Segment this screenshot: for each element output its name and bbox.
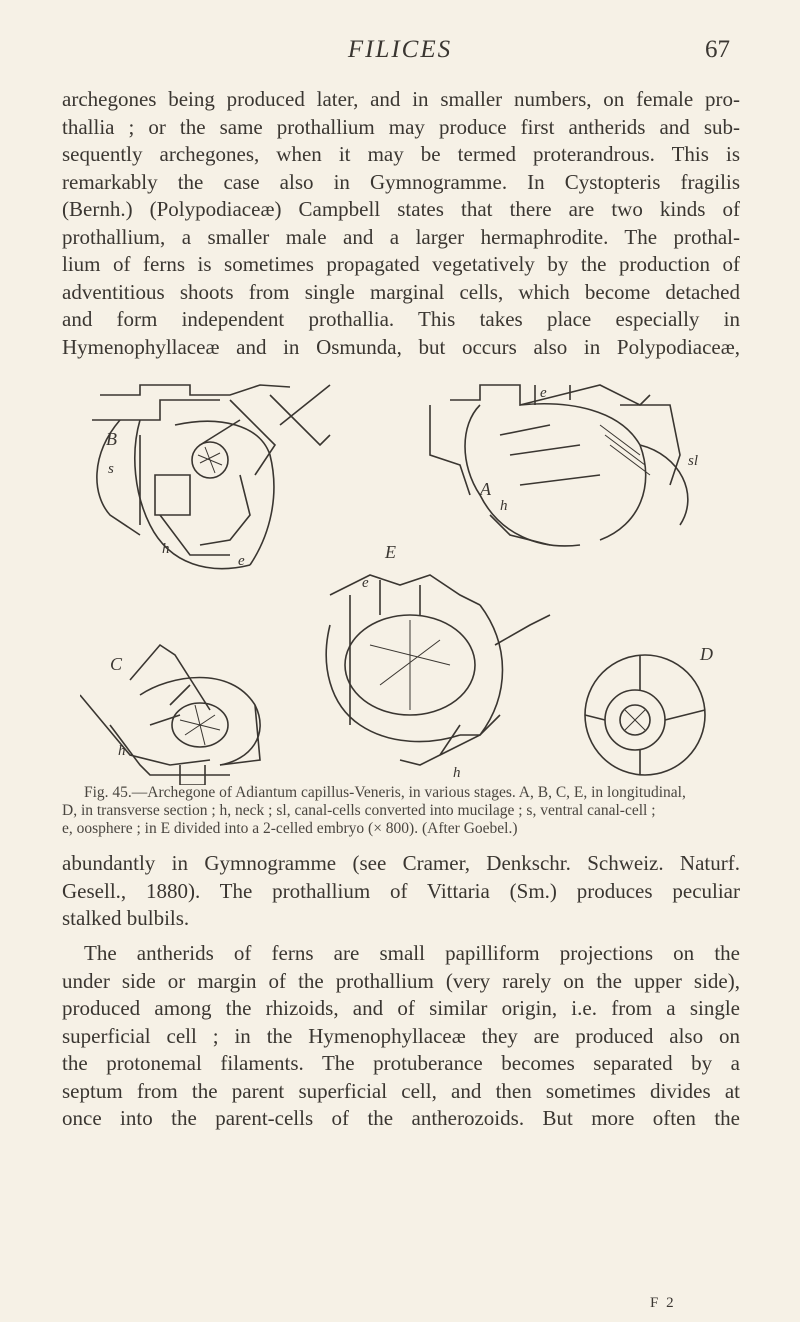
text-line: adventitious shoots from single marginal cells, which become detached (62, 279, 740, 304)
text-line: Gesell., 1880). The prothallium of Vittaria (Sm.) produces peculiar (62, 878, 740, 903)
archegone-illustration (80, 365, 730, 785)
text-line: sequently archegones, when it may be termed proterandrous. This is (62, 142, 740, 166)
caption-line: e, oosphere ; in E divided into a 2-celled embryo (× 800). (After Goebel.) (62, 820, 518, 837)
label-h-a: h (500, 498, 508, 514)
running-head (0, 36, 800, 70)
archegone-figure (80, 365, 730, 785)
text-line: thallia ; or the same prothallium may produce first antherids and sub- (62, 114, 740, 139)
text-line: and form independent prothallia. This takes place especially in (62, 307, 740, 331)
panel-a-drawing (430, 385, 688, 546)
label-sl: sl (688, 453, 699, 469)
text-line: abundantly in Gymnogramme (see Cramer, Denkschr. Schweiz. Naturf. (62, 851, 740, 875)
panel-b-drawing (92, 385, 330, 569)
caption-line: Fig. 45.—Archegone of Adiantum capillus-Veneris, in various stages. A, B, C, E, in longitudinal, (84, 784, 686, 801)
label-c: C (110, 654, 123, 674)
panel-c-drawing (80, 645, 260, 785)
text-line: superficial cell ; in the Hymenophyllaceæ they are produced also on (62, 1023, 740, 1048)
label-s: s (108, 461, 114, 477)
label-a: A (480, 479, 491, 499)
text-line: archegones being produced later, and in smaller numbers, on female pro- (62, 87, 740, 111)
text-line: remarkably the case also in Gymnogramme. In Cystopteris fragilis (62, 169, 740, 194)
text-line: stalked bulbils. (62, 906, 190, 930)
text-line: produced among the rhizoids, and of similar origin, i.e. from a single (62, 996, 740, 1020)
signature-mark: F 2 (650, 1295, 676, 1311)
text-line: septum from the parent superficial cell, and then sometimes divides at (62, 1078, 740, 1103)
label-h-b: h (162, 541, 170, 557)
text-line: (Bernh.) (Polypodiaceæ) Campbell states that there are two kinds of (62, 197, 740, 221)
label-d: D (700, 644, 713, 664)
caption-line: D, in transverse section ; h, neck ; sl, canal-cells converted into mucilage ; s, ventral canal-cell ; (62, 802, 656, 819)
page-number: 67 (705, 36, 730, 63)
text-line: once into the parent-cells of the antherozoids. But more often the (62, 1106, 740, 1130)
label-b: B (106, 429, 117, 449)
label-h-e: h (453, 765, 461, 781)
text-line: Hymenophyllaceæ and in Osmunda, but occurs also in Polypodiaceæ, (62, 334, 740, 359)
text-line: The antherids of ferns are small papilliform projections on the (84, 941, 740, 965)
label-e-a: e (540, 385, 547, 401)
label-e-panel: E (385, 542, 396, 562)
text-line: prothallium, a smaller male and a larger hermaphrodite. The prothal- (62, 224, 740, 249)
label-e-b: e (238, 553, 245, 569)
paragraph-1 (62, 86, 740, 361)
paragraph-3 (62, 940, 740, 1133)
panel-e-drawing (326, 575, 550, 765)
panel-d-drawing (585, 655, 705, 775)
paragraph-2 (62, 850, 740, 933)
text-line: lium of ferns is sometimes propagated vegetatively by the production of (62, 252, 740, 276)
text-line: under side or margin of the prothallium (very rarely on the upper side), (62, 968, 740, 993)
label-e-e: e (362, 575, 369, 591)
text-line: the protonemal filaments. The protuberance becomes separated by a (62, 1051, 740, 1075)
running-title: FILICES (347, 36, 453, 63)
figure-caption (62, 784, 742, 838)
label-h-c: h (118, 743, 126, 759)
